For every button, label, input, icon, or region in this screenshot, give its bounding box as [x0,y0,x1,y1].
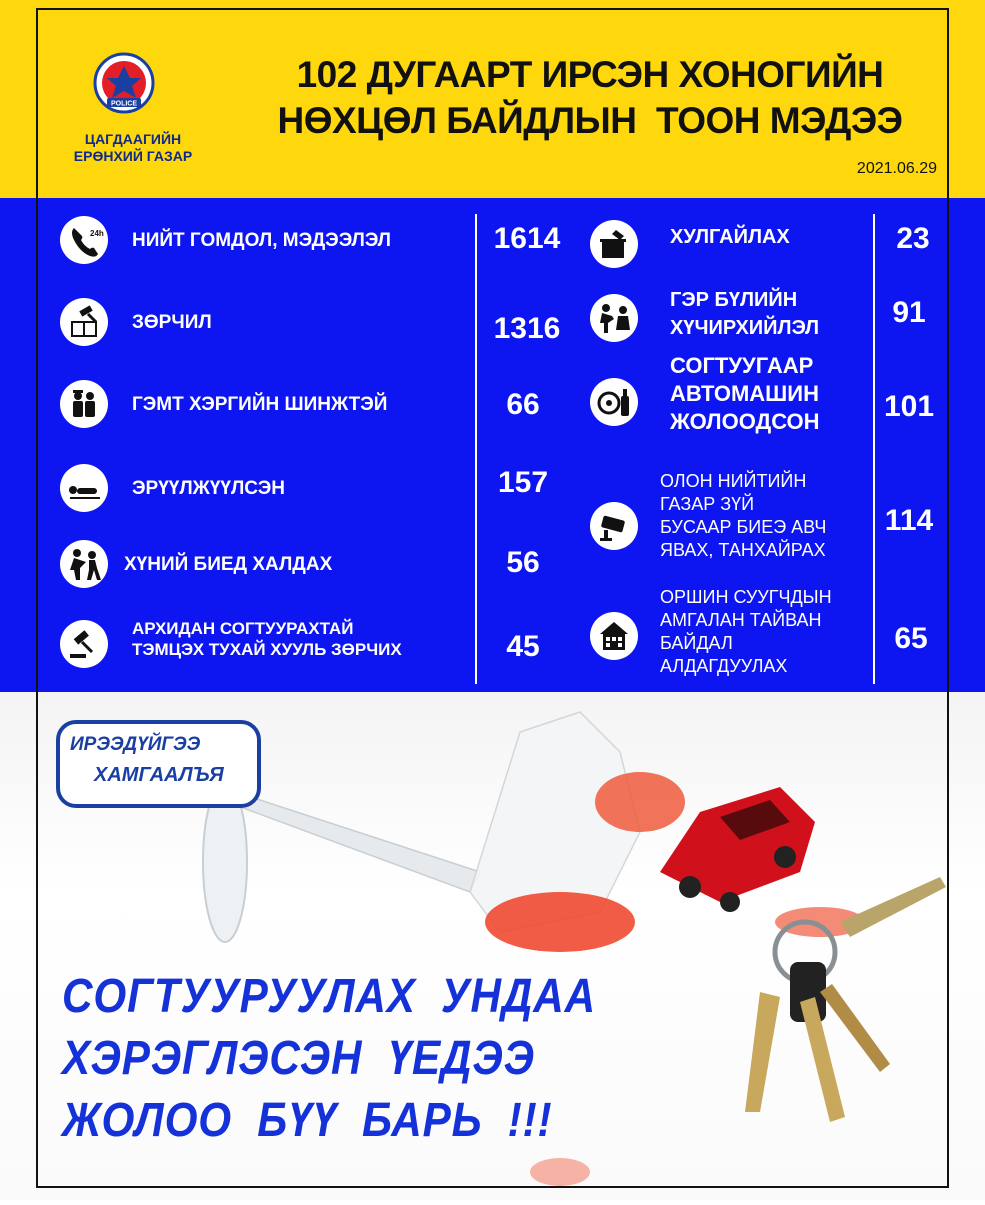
stat-label-residents-peace [660,586,832,678]
title-line-1: 102 ДУГААРТ ИРСЭН ХОНОГИЙН [296,54,884,95]
stat-value-complaints: 1614 [493,222,561,255]
warning-slogan [62,966,597,1152]
stat-value-residents-peace: 65 [894,622,928,655]
stat-value-violations: 1316 [493,312,561,345]
agency-line-2: ЕРӨНХИЙ ГАЗАР [73,148,193,164]
slogan-line-3: ЖОЛОО БҮҮ БАРЬ !!! [62,1094,553,1147]
residents-peace-line-4: АЛДАГДУУЛАХ [660,656,788,676]
alcohol-law-line-1: АРХИДАН СОГТУУРАХТАЙ [132,619,354,638]
stat-value-domestic: 91 [892,296,926,329]
stat-value-alcohol-law: 45 [506,630,540,663]
stats-panel [0,198,985,692]
stat-label-complaints: НИЙТ ГОМДОЛ, МЭДЭЭЛЭЛ [132,230,391,251]
residents-peace-line-2: АМГАЛАН ТАЙВАН [660,610,822,630]
cctv-camera-icon [590,502,638,550]
drunk-driving-line-1: СОГТУУГААР [670,353,814,378]
apartment-building-icon [590,612,638,660]
gavel-book-icon [60,298,108,346]
drunk-driving-line-3: ЖОЛООДСОН [670,409,820,434]
campaign-line-1: ИРЭЭДҮЙГЭЭ [70,734,201,755]
public-disorder-line-4: ЯВАХ, ТАНХАЙРАХ [660,540,826,560]
stat-value-theft: 23 [896,222,930,255]
police-logo-icon [93,52,155,114]
header-banner [0,0,985,198]
public-disorder-line-3: БУСААР БИЕЭ АВЧ [660,517,827,537]
campaign-line-2: ХАМГААЛЪЯ [94,764,224,786]
stat-label-crime: ГЭМТ ХЭРГИЙН ШИНЖТЭЙ [132,394,388,415]
stat-value-public-disorder: 114 [884,504,934,537]
stat-value-sobering: 157 [497,466,549,499]
public-disorder-line-2: ГАЗАР ЗҮЙ [660,494,755,514]
stat-label-drunk-driving [670,352,820,436]
logo-text: POLICE [110,100,138,108]
agency-name [58,131,208,165]
stat-label-alcohol-law [132,618,402,660]
stat-value-assault: 56 [506,546,540,579]
domestic-line-2: ХҮЧИРХИЙЛЭЛ [670,317,820,339]
stat-value-drunk-driving: 101 [883,390,935,423]
report-date: 2021.06.29 [856,160,937,177]
agency-line-1: ЦАГДААГИЙН [84,131,182,147]
phone-24h-icon [60,216,108,264]
slogan-line-1: СОГТУУРУУЛАХ УНДАА [62,970,597,1023]
gavel-icon [60,620,108,668]
stat-label-sobering: ЭРҮҮЛЖҮҮЛСЭН [132,478,286,499]
stat-label-violations: ЗӨРЧИЛ [132,312,212,333]
stat-value-crime: 66 [506,388,540,421]
domestic-violence-icon [590,294,638,342]
wheel-bottle-icon [590,378,638,426]
left-divider [475,214,477,684]
drunk-driving-line-2: АВТОМАШИН [670,381,819,406]
stat-label-theft: ХУЛГАЙЛАХ [670,226,790,248]
alcohol-law-line-2: ТЭМЦЭХ ТУХАЙ ХУУЛЬ ЗӨРЧИХ [132,640,402,659]
page-title [240,52,940,144]
theft-hand-icon [590,220,638,268]
slogan-line-2: ХЭРЭГЛЭСЭН ҮЕДЭЭ [62,1032,535,1085]
public-disorder-line-1: ОЛОН НИЙТИЙН [660,471,807,491]
domestic-line-1: ГЭР БҮЛИЙН [670,289,798,311]
residents-peace-line-3: БАЙДАЛ [660,633,733,653]
residents-peace-line-1: ОРШИН СУУГЧДЫН [660,587,832,607]
right-divider [873,214,875,684]
svg-text:24h: 24h [90,229,104,238]
stat-label-domestic [670,286,819,342]
lying-person-icon [60,464,108,512]
stat-label-assault: ХҮНИЙ БИЕД ХАЛДАХ [124,554,333,575]
police-officers-icon [60,380,108,428]
stat-label-public-disorder [660,470,826,562]
campaign-badge [56,720,261,808]
fight-icon [60,540,108,588]
title-line-2: НӨХЦӨЛ БАЙДЛЫН ТООН МЭДЭЭ [277,100,903,141]
